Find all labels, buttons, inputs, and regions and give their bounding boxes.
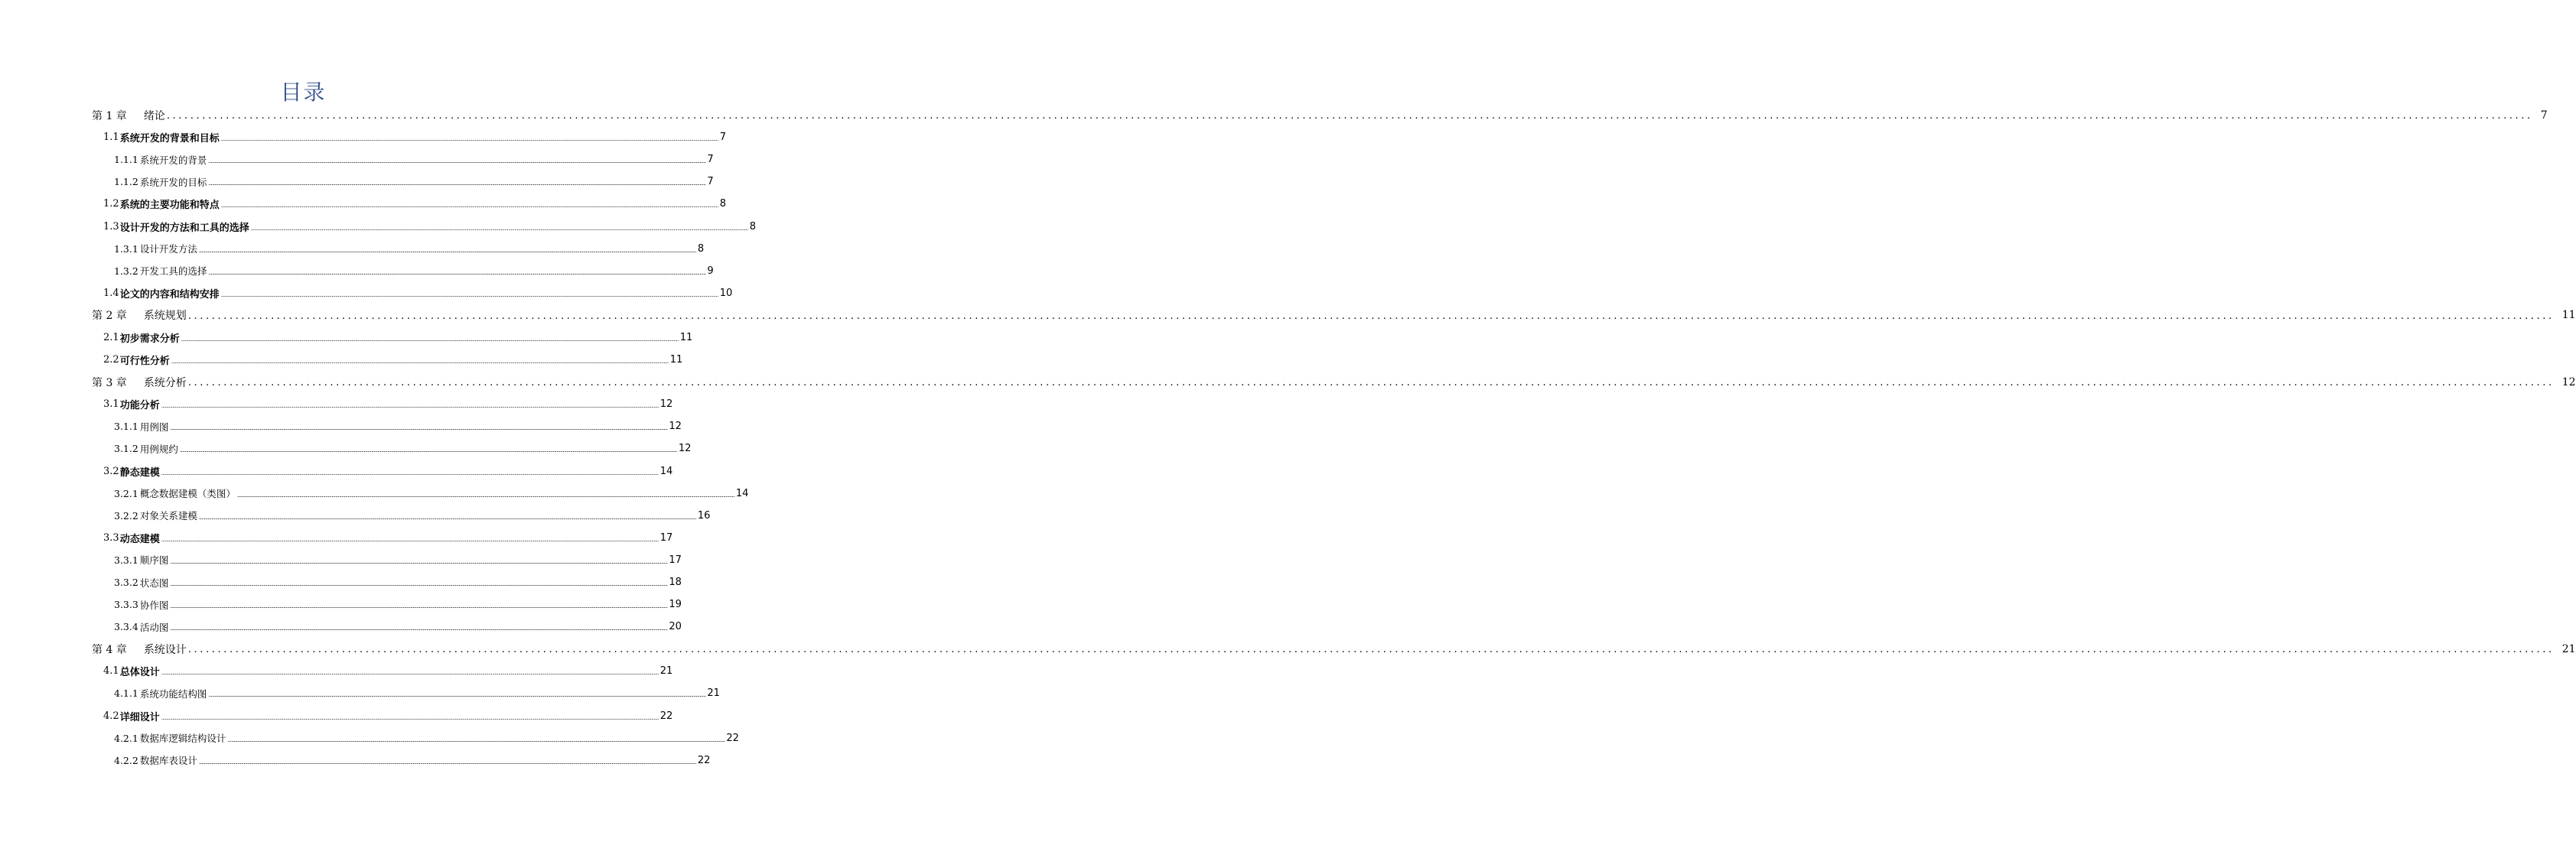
- toc-dot-leader: ................................................................................................................................................................................................................................................................................................................................................................................................................: [179, 447, 677, 454]
- toc-entry-title: 总体设计: [119, 667, 160, 679]
- toc-entry-level-1[interactable]: [92, 104, 2548, 126]
- toc-page-number: 20: [669, 621, 682, 633]
- toc-entry-title: 协作图: [139, 599, 169, 611]
- toc-page-number: 18: [669, 577, 682, 589]
- toc-entry-title: 系统开发的背景: [139, 154, 207, 166]
- toc-dot-leader: ................................................................................................................................................................................................................................................................................................................................................................................................................: [208, 692, 706, 699]
- toc-entry-level-2[interactable]: [92, 126, 727, 148]
- toc-entry-level-2[interactable]: [92, 349, 683, 371]
- toc-dot-leader: ................................................................................................................................................................................................................................................................................................................................................................................................................: [161, 670, 659, 677]
- toc-entry-level-2[interactable]: [92, 193, 727, 215]
- toc-entry-number: 3.2.2: [114, 509, 138, 522]
- toc-dot-leader: ................................................................................................................................................................................................................................................................................................................................................................................................................: [161, 470, 659, 476]
- toc-entry-level-2[interactable]: [92, 282, 733, 304]
- toc-dot-leader: ................................................................................................................................................................................................................................................................................................................................................................................................................: [198, 514, 696, 521]
- toc-entry-level-2[interactable]: [92, 705, 673, 727]
- toc-entry-number: 3.2: [103, 465, 119, 477]
- toc-entry-number: 第 3 章: [92, 376, 127, 389]
- toc-entry-title: 设计开发方法: [139, 243, 197, 255]
- toc-page-number: 12: [669, 421, 682, 433]
- toc-page-number: 8: [749, 220, 757, 232]
- toc-dot-leader: ................................................................................................................................................................................................................................................................................................................................................................................................................: [220, 136, 718, 143]
- toc-entry-level-3[interactable]: [92, 571, 682, 593]
- toc-entry-number: 第 2 章: [92, 310, 127, 323]
- toc-page-number: 16: [697, 509, 711, 522]
- toc-entry-title: 绪论: [143, 109, 165, 122]
- toc-entry-title: 用例规约: [139, 443, 178, 455]
- toc-dot-leader: ................................................................................................................................................................................................................................................................................................................................................................................................................: [166, 110, 2533, 122]
- toc-page-number: 7: [719, 132, 727, 144]
- toc-dot-leader: ................................................................................................................................................................................................................................................................................................................................................................................................................: [198, 759, 696, 765]
- toc-dot-leader: ................................................................................................................................................................................................................................................................................................................................................................................................................: [181, 336, 679, 343]
- toc-page-number: 8: [719, 198, 727, 210]
- toc-page-number: 22: [697, 754, 711, 766]
- toc-page-number: 7: [707, 176, 714, 188]
- toc-entry-number: 1.3: [103, 220, 119, 232]
- toc-page-number: 7: [707, 154, 714, 166]
- toc-entry-level-2[interactable]: [92, 393, 673, 415]
- toc-entry-title: 设计开发的方法和工具的选择: [119, 222, 249, 234]
- toc-dot-leader: ................................................................................................................................................................................................................................................................................................................................................................................................................: [187, 644, 2555, 656]
- toc-entry-number: 3.3.3: [114, 599, 138, 611]
- toc-entry-level-1[interactable]: [92, 371, 2576, 393]
- toc-page-number: 7: [2540, 109, 2548, 122]
- toc-entry-level-2[interactable]: [92, 215, 757, 237]
- toc-entry-number: 4.2.1: [114, 732, 138, 744]
- toc-entry-number: 1.1: [103, 132, 119, 144]
- toc-page-number: 11: [2561, 309, 2576, 322]
- toc-entry-number: 3.1.2: [114, 443, 138, 455]
- toc-entry-title: 论文的内容和结构安排: [119, 288, 220, 301]
- toc-entry-title: 功能分析: [119, 400, 160, 412]
- toc-entry-number: 2.1: [103, 331, 119, 343]
- toc-entry-level-3[interactable]: [92, 415, 682, 437]
- toc-entry-level-3[interactable]: [92, 749, 711, 772]
- toc-dot-leader: ................................................................................................................................................................................................................................................................................................................................................................................................................: [170, 626, 668, 632]
- toc-entry-level-2[interactable]: [92, 660, 673, 682]
- toc-entry-title: 初步需求分析: [119, 333, 180, 345]
- toc-entry-level-3[interactable]: [92, 148, 714, 171]
- toc-page-number: 19: [669, 599, 682, 611]
- table-of-contents: [92, 104, 2576, 772]
- toc-page-number: 14: [735, 487, 749, 499]
- toc-page-number: 17: [669, 554, 682, 566]
- toc-entry-title: 动态建模: [119, 533, 160, 545]
- toc-entry-title: 对象关系建模: [139, 510, 197, 522]
- toc-entry-title: 详细设计: [119, 711, 160, 723]
- toc-dot-leader: ................................................................................................................................................................................................................................................................................................................................................................................................................: [220, 203, 718, 210]
- toc-entry-number: 第 4 章: [92, 643, 127, 656]
- toc-dot-leader: ................................................................................................................................................................................................................................................................................................................................................................................................................: [187, 310, 2555, 322]
- toc-entry-number: 3.1: [103, 398, 119, 411]
- toc-dot-leader: ................................................................................................................................................................................................................................................................................................................................................................................................................: [161, 714, 659, 721]
- toc-entry-title: 概念数据建模（类图）: [139, 488, 236, 500]
- toc-entry-title: 用例图: [139, 421, 169, 433]
- toc-entry-title: 系统开发的目标: [139, 176, 207, 188]
- toc-entry-number: 4.2: [103, 710, 119, 722]
- toc-entry-title: 系统设计: [143, 643, 187, 656]
- toc-entry-number: 1.1.2: [114, 176, 138, 188]
- toc-page-number: 22: [726, 732, 739, 744]
- toc-entry-level-3[interactable]: [92, 483, 749, 505]
- toc-entry-number: 4.1: [103, 665, 119, 678]
- toc-entry-level-1[interactable]: [92, 638, 2576, 660]
- toc-dot-leader: ................................................................................................................................................................................................................................................................................................................................................................................................................: [208, 158, 706, 165]
- toc-entry-level-3[interactable]: [92, 260, 714, 282]
- toc-entry-title: 开发工具的选择: [139, 265, 207, 278]
- toc-page-number: 12: [2561, 375, 2576, 388]
- toc-entry-number: 1.3.2: [114, 265, 138, 277]
- toc-entry-title: 顺序图: [139, 554, 169, 567]
- toc-entry-level-3[interactable]: [92, 682, 720, 704]
- toc-dot-leader: ................................................................................................................................................................................................................................................................................................................................................................................................................: [171, 359, 669, 366]
- toc-entry-title: 系统规划: [143, 310, 187, 323]
- toc-dot-leader: ................................................................................................................................................................................................................................................................................................................................................................................................................: [170, 603, 668, 610]
- toc-entry-title: 状态图: [139, 577, 169, 589]
- toc-entry-title: 系统开发的背景和目标: [119, 133, 220, 145]
- toc-entry-number: 3.3.2: [114, 577, 138, 589]
- toc-dot-leader: ................................................................................................................................................................................................................................................................................................................................................................................................................: [170, 425, 668, 432]
- toc-entry-level-2[interactable]: [92, 327, 693, 349]
- toc-entry-number: 2.2: [103, 354, 119, 366]
- toc-dot-leader: ................................................................................................................................................................................................................................................................................................................................................................................................................: [220, 291, 718, 298]
- toc-dot-leader: ................................................................................................................................................................................................................................................................................................................................................................................................................: [250, 225, 748, 232]
- toc-page-number: 10: [719, 287, 733, 299]
- toc-page-number: 11: [669, 354, 683, 366]
- toc-dot-leader: ................................................................................................................................................................................................................................................................................................................................................................................................................: [161, 403, 659, 410]
- toc-entry-level-3[interactable]: [92, 593, 682, 616]
- toc-page-number: 21: [2561, 642, 2576, 655]
- toc-entry-level-3[interactable]: [92, 727, 739, 749]
- toc-dot-leader: ................................................................................................................................................................................................................................................................................................................................................................................................................: [208, 180, 706, 187]
- toc-title: 目录: [280, 80, 327, 105]
- toc-entry-number: 3.2.1: [114, 487, 138, 499]
- toc-page-number: 12: [678, 443, 692, 455]
- toc-entry-level-3[interactable]: [92, 616, 682, 638]
- toc-entry-number: 1.2: [103, 198, 119, 210]
- toc-page-number: 8: [697, 242, 705, 255]
- toc-entry-level-3[interactable]: [92, 238, 705, 260]
- toc-dot-leader: ................................................................................................................................................................................................................................................................................................................................................................................................................: [187, 377, 2555, 389]
- toc-entry-number: 1.3.1: [114, 242, 138, 255]
- toc-entry-level-2[interactable]: [92, 527, 673, 549]
- toc-entry-level-3[interactable]: [92, 505, 711, 527]
- toc-entry-level-3[interactable]: [92, 437, 692, 460]
- toc-entry-number: 3.3.4: [114, 621, 138, 633]
- toc-dot-leader: ................................................................................................................................................................................................................................................................................................................................................................................................................: [161, 536, 659, 543]
- toc-entry-number: 3.3: [103, 531, 119, 544]
- toc-dot-leader: ................................................................................................................................................................................................................................................................................................................................................................................................................: [170, 558, 668, 565]
- toc-entry-number: 4.2.2: [114, 754, 138, 766]
- toc-page-number: 17: [659, 531, 673, 544]
- toc-entry-level-3[interactable]: [92, 549, 682, 571]
- toc-entry-title: 数据库逻辑结构设计: [139, 733, 226, 745]
- toc-entry-title: 系统功能结构图: [139, 687, 207, 700]
- toc-entry-title: 系统分析: [143, 376, 187, 389]
- toc-entry-number: 1.4: [103, 287, 119, 299]
- toc-page-number: 22: [659, 710, 673, 722]
- toc-entry-number: 3.1.1: [114, 421, 138, 433]
- toc-entry-title: 数据库表设计: [139, 755, 197, 767]
- toc-entry-number: 3.3.1: [114, 554, 138, 566]
- toc-entry-number: 第 1 章: [92, 109, 127, 122]
- toc-entry-title: 活动图: [139, 621, 169, 633]
- toc-entry-number: 4.1.1: [114, 687, 138, 700]
- toc-dot-leader: ................................................................................................................................................................................................................................................................................................................................................................................................................: [208, 269, 706, 276]
- toc-page-number: 21: [659, 665, 673, 678]
- toc-entry-number: 1.1.1: [114, 154, 138, 166]
- toc-dot-leader: ................................................................................................................................................................................................................................................................................................................................................................................................................: [227, 736, 725, 743]
- toc-entry-level-3[interactable]: [92, 171, 714, 193]
- toc-page-number: 12: [659, 398, 673, 411]
- toc-dot-leader: ................................................................................................................................................................................................................................................................................................................................................................................................................: [236, 492, 734, 499]
- toc-page-number: 21: [707, 687, 720, 700]
- toc-page-number: 9: [707, 265, 714, 277]
- toc-page-number: 14: [659, 465, 673, 477]
- toc-entry-level-1[interactable]: [92, 304, 2576, 327]
- toc-entry-title: 系统的主要功能和特点: [119, 200, 220, 212]
- toc-entry-title: 静态建模: [119, 466, 160, 479]
- toc-entry-level-2[interactable]: [92, 460, 673, 483]
- toc-entry-title: 可行性分析: [119, 356, 170, 368]
- toc-page-number: 11: [679, 331, 693, 343]
- toc-dot-leader: ................................................................................................................................................................................................................................................................................................................................................................................................................: [170, 581, 668, 588]
- toc-dot-leader: ................................................................................................................................................................................................................................................................................................................................................................................................................: [198, 247, 696, 254]
